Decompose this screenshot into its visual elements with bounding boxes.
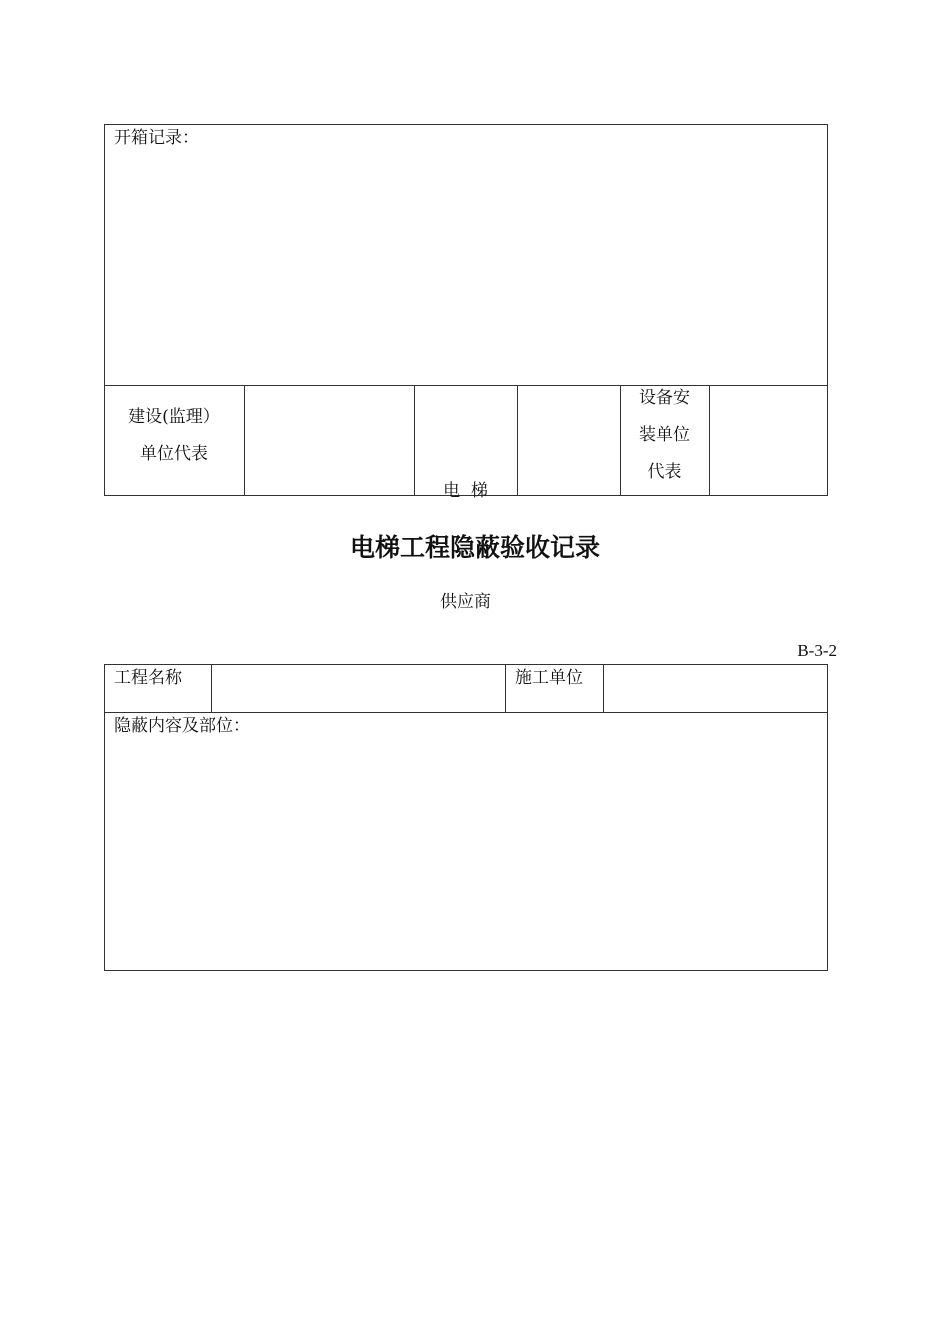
- col-divider: [505, 664, 506, 712]
- installer-rep-label: 设备安 装单位 代表: [639, 388, 690, 482]
- hidden-content-field[interactable]: [105, 740, 827, 970]
- project-name-label: 工程名称: [114, 668, 182, 688]
- elevator-supplier-label: 电 梯 供应商: [440, 481, 491, 612]
- installer-rep-signature-field[interactable]: [710, 386, 827, 495]
- form-code: B-3-2: [797, 641, 837, 660]
- hidden-content-label: 隐蔽内容及部位：: [114, 716, 250, 736]
- header-row-divider: [104, 712, 828, 713]
- form-title: 电梯工程隐蔽验收记录: [349, 533, 600, 562]
- contractor-label: 施工单位: [515, 668, 583, 688]
- construction-rep-label: 建设(监理） 单位代表: [128, 407, 220, 464]
- project-name-field[interactable]: [212, 665, 505, 712]
- construction-rep-signature-field[interactable]: [245, 386, 414, 495]
- elevator-supplier-signature-field[interactable]: [518, 386, 620, 495]
- contractor-field[interactable]: [604, 665, 827, 712]
- unpacking-record-label: 开箱记录：: [114, 128, 199, 148]
